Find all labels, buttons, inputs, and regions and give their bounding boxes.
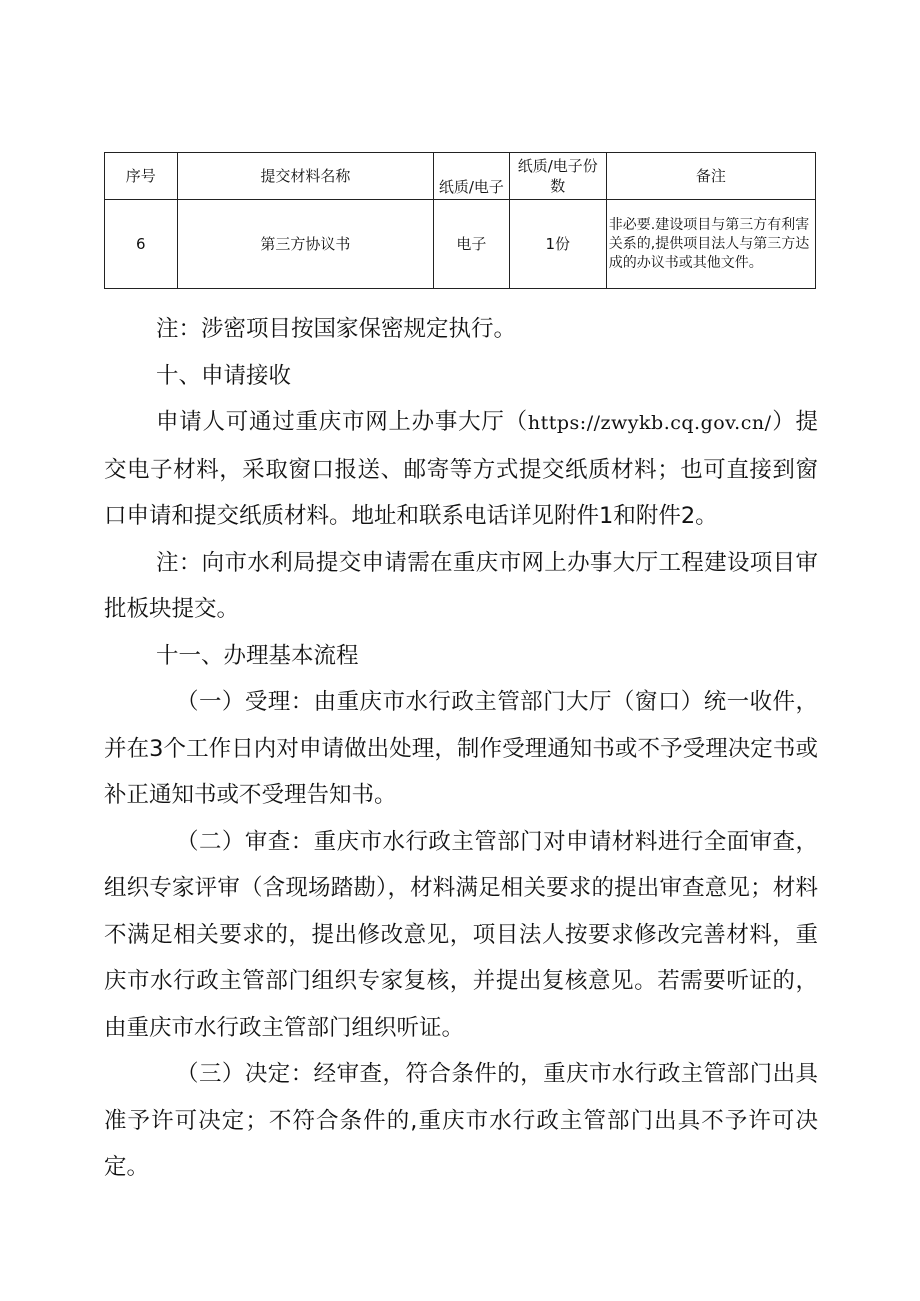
header-copies: 纸质/电子份数	[509, 153, 606, 200]
materials-table	[104, 152, 816, 289]
section-10-text-a: 申请人可通过重庆市网上办事大厅（	[156, 409, 528, 435]
cell-index: 6	[105, 200, 178, 289]
service-hall-url: https://zwykb.cq.gov.cn/	[527, 412, 772, 434]
header-index: 序号	[105, 153, 178, 200]
section-10-text-b: ）提交电子材料，采取窗口报送、邮寄等方式提交纸质材料；也可直接到窗口申请和提交纸质材料。地址和联系电话详见附件1和附件2。	[104, 409, 818, 529]
note-classified: 注：涉密项目按国家保密规定执行。	[156, 316, 517, 342]
header-format: 纸质/电子	[434, 153, 510, 200]
table-row	[105, 200, 816, 289]
step-decision: （三）决定：经审查，符合条件的，重庆市水行政主管部门出具准予许可决定；不符合条件的,重庆市水行政主管部门出具不予许可决定。	[104, 1061, 818, 1180]
cell-material-name: 第三方协议书	[177, 200, 434, 289]
header-material-name: 提交材料名称	[177, 153, 434, 200]
step-review: （二）审查：重庆市水行政主管部门对申请材料进行全面审查，组织专家评审（含现场踏勘），材料满足相关要求的提出审查意见；材料不满足相关要求的，提出修改意见，项目法人按要求修改完善材料，重庆市水行政主管部门组织专家复核，并提出复核意见。若需要听证的，由重庆市水行政主管部门组织听证。	[104, 828, 818, 1041]
header-remarks: 备注	[606, 153, 815, 200]
cell-copies: 1份	[509, 200, 606, 289]
table-header-row	[105, 153, 816, 200]
note-submission: 注：向市水利局提交申请需在重庆市网上办事大厅工程建设项目审批板块提交。	[104, 549, 818, 622]
cell-format: 电子	[434, 200, 510, 289]
document-body	[104, 306, 818, 1191]
section-11-title: 十一、办理基本流程	[156, 642, 359, 669]
step-acceptance: （一）受理：由重庆市水行政主管部门大厅（窗口）统一收件，并在3个工作日内对申请做出处理，制作受理通知书或不予受理决定书或补正通知书或不受理告知书。	[104, 689, 818, 808]
section-10-title: 十、申请接收	[156, 362, 292, 389]
cell-remarks: 非必要.建设项目与第三方有利害关系的,提供项目法人与第三方达成的办议书或其他文件。	[606, 200, 815, 289]
section-10-paragraph	[104, 399, 818, 540]
